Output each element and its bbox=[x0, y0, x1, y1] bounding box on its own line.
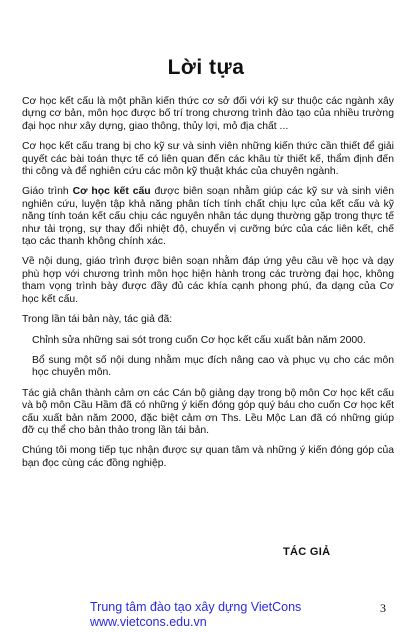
list-item-1 bbox=[22, 335, 394, 347]
paragraph-9-text: Chúng tôi mong tiếp tục nhận được sự quan tâm và những ý kiến đóng góp của bạn đọc cùng các đồng nghiệp. bbox=[22, 445, 394, 469]
list-item-2 bbox=[22, 355, 394, 380]
footer-organization: Trung tâm đào tạo xây dựng VietCons bbox=[90, 600, 302, 614]
paragraph-3-text-a: Giáo trình bbox=[22, 186, 73, 198]
paragraph-5 bbox=[22, 314, 394, 326]
paragraph-8 bbox=[22, 388, 394, 438]
paragraph-1-text: Cơ học kết cấu là một phần kiến thức cơ sở đối với kỹ sư thuộc các ngành xây dựng cơ bản, môn học được bố trí trong chương trình đào tạo của nhiều trường đại học như xây dựng, giao thông, thủy lợi, mỏ địa chất ... bbox=[22, 96, 394, 132]
paragraph-1 bbox=[22, 96, 394, 133]
paragraph-8-text: Tác giả chân thành cảm ơn các Cán bộ giảng dạy trong bộ môn Cơ học kết cấu và bộ môn Cầu Hầm đã có những ý kiến đóng góp quý báu cho cuốn Cơ học kết cấu xuất bản năm 2000, đặc biệt cảm ơn Ths. Lều Mộc Lan đã có những giúp đỡ cụ thể cho bản thảo trong lần tái bản. bbox=[22, 387, 394, 436]
list-item-1-text: Chỉnh sửa những sai sót trong cuốn Cơ học kết cấu xuất bản năm 2000. bbox=[32, 334, 366, 346]
page-title: Lời tựa bbox=[167, 56, 245, 79]
list-item-2-text: Bổ sung một số nội dung nhằm mục đích nâng cao và phục vụ cho các môn học chuyên môn. bbox=[32, 354, 394, 379]
author-signature: TÁC GIẢ bbox=[283, 546, 331, 558]
footer-website-link[interactable]: www.vietcons.edu.vn bbox=[90, 615, 207, 629]
paragraph-2 bbox=[22, 141, 394, 178]
paragraph-5-text: Trong lần tái bản này, tác giả đã: bbox=[22, 314, 173, 326]
paragraph-4-text: Về nội dung, giáo trình được biên soạn nhằm đáp ứng yêu cầu về học và dạy phù hợp với chương trình môn học hiện hành trong các trường đại học, không tham vọng trình bày được đầy đủ các khía cạnh phong phú, đa dạng của Cơ học kết cấu. bbox=[22, 256, 394, 305]
preface-body bbox=[22, 96, 394, 478]
paragraph-4 bbox=[22, 256, 394, 306]
paragraph-9 bbox=[22, 445, 394, 470]
page-number: 3 bbox=[380, 601, 386, 615]
paragraph-3 bbox=[22, 186, 394, 248]
paragraph-3-book-title: Cơ học kết cấu bbox=[72, 186, 151, 198]
paragraph-3-text-b: được biên soạn nhằm giúp các kỹ sư và sinh viên nghiên cứu, luyện tập khả năng phân tích tính chất chịu lực của kết cấu và kỹ năng tính toán kết cấu chịu các nguyên nhân tác dụng thường gặp trong thực tế như tải trọng, sự thay đổi nhiệt độ, chuyển vị cưỡng bức của các liên kết, chế tạo các thanh không chính xác. bbox=[22, 186, 395, 248]
paragraph-2-text: Cơ học kết cấu trang bị cho kỹ sư và sinh viên những kiến thức cần thiết để giải quyết các bài toán thực tế có liên quan đến các khâu từ thiết kế, thẩm định đến thi công và để nghiên cứu các môn kỹ thuật khác của chuyên ngành. bbox=[22, 141, 394, 178]
